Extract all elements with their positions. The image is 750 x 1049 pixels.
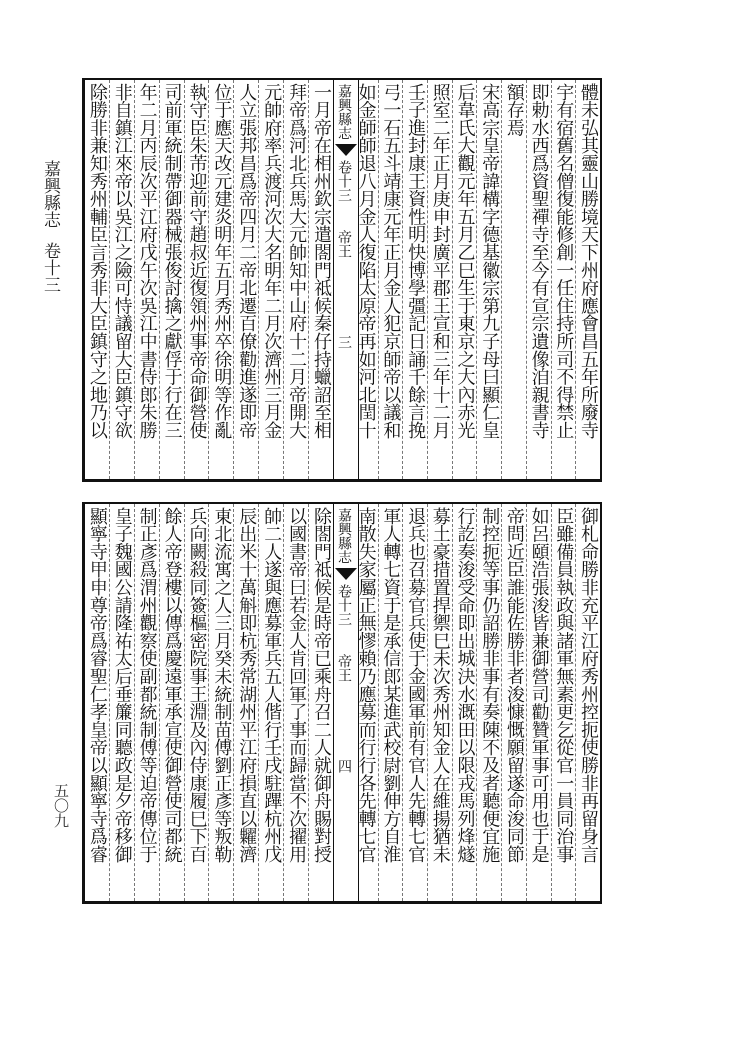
text-column: 制正彥爲渭州觀察使副都統制傅等迫帝傳位于 bbox=[134, 504, 159, 901]
page-number: 五〇九 bbox=[52, 783, 70, 828]
text-column: 御札命勝非充平江府秀州控扼使勝非再留身言 bbox=[575, 504, 600, 901]
text-column: 元帥府率兵渡河次大名明年二月次濟州三月金 bbox=[258, 80, 283, 479]
top-text-block bbox=[82, 78, 602, 482]
text-column: 皇子魏國公請隆祐太后垂簾同聽政是夕帝移御 bbox=[109, 504, 134, 901]
text-column: 司前軍統制帶御器械張俊討擒之獻俘于行在三 bbox=[159, 80, 184, 479]
gutter-title: 嘉興縣志 bbox=[336, 84, 352, 140]
text-column: 如呂頤浩張浚皆兼御營司勸贊軍事可用也于是 bbox=[526, 504, 551, 901]
center-gutter bbox=[333, 504, 359, 901]
text-column: 顯寧寺甲申尊帝爲睿聖仁孝皇帝以顯寧寺爲睿 bbox=[86, 507, 108, 864]
text-column: 以國書帝曰若金人肯回軍了事而歸當不次擢用 bbox=[283, 504, 308, 901]
text-column: 帥二人遂與應募軍兵五人偕行壬戌駐蹕杭州戊 bbox=[258, 504, 283, 901]
gutter-leaf: 四 bbox=[336, 759, 352, 773]
gutter-section: 帝王 bbox=[336, 654, 352, 682]
text-column: 即勅水西爲資聖禪寺至今有宣宗遺像洎親書寺 bbox=[526, 80, 551, 479]
text-column: 非自鎮江來帝以吳江之險可恃議留大臣鎮守欲 bbox=[109, 80, 134, 479]
text-column: 宋高宗皇帝諱構字德基徽宗第九子母曰顯仁皇 bbox=[476, 80, 501, 479]
text-column: 除勝非兼知秀州輔臣言秀非大臣鎮守之地乃以 bbox=[86, 83, 108, 440]
gutter-leaf: 三 bbox=[336, 335, 352, 349]
right-leaf bbox=[354, 504, 600, 901]
text-column: 一月帝在相州欽宗遣閤門祗候秦仔持蠟詔至相 bbox=[308, 80, 333, 479]
text-column: 位于應天改元建炎明年五月秀州卒徐明等作亂 bbox=[208, 80, 233, 479]
text-column: 退兵也召募官兵使于金國軍前有官人先轉七官 bbox=[402, 504, 427, 901]
left-leaf bbox=[85, 504, 333, 901]
left-leaf bbox=[85, 80, 333, 479]
margin-book-title: 嘉興縣志 bbox=[40, 160, 60, 228]
text-column: 宇有宿舊名僧復能修創一任住持所司不得禁止 bbox=[551, 80, 576, 479]
bottom-text-block bbox=[82, 502, 602, 904]
text-column: 年二月丙辰次平江府戊午次吳江中書侍郎朱勝 bbox=[134, 80, 159, 479]
center-gutter bbox=[333, 80, 359, 479]
text-column: 執守臣朱芾迎前守趙叔近復領州事帝命御營使 bbox=[184, 80, 209, 479]
text-column: 辰出米十萬斛即杭秀常湖州平江府損直以糶濟 bbox=[233, 504, 258, 901]
text-column: 后韋氏大觀元年五月乙巳生于東京之大內赤光 bbox=[452, 80, 477, 479]
text-column: 募土豪措置捍禦巳未次秀州知金人在維揚猶未 bbox=[427, 504, 452, 901]
text-column: 拜帝爲河北兵馬大元帥知中山府十二月帝開大 bbox=[283, 80, 308, 479]
gutter-volume: 卷十三 bbox=[336, 584, 352, 626]
text-column: 行訖奏浚受命即出城決水溉田以限戎馬列烽燧 bbox=[452, 504, 477, 901]
text-column: 照室二年正月庚申封廣平郡王宣和三年十二月 bbox=[427, 80, 452, 479]
fishtail-mark-icon bbox=[335, 568, 357, 580]
gutter-title: 嘉興縣志 bbox=[336, 508, 352, 564]
text-column: 帝問近臣誰能佐勝非者浚慷慨願留遂命浚同節 bbox=[501, 504, 526, 901]
text-column: 弓一石五斗靖康元年正月金人犯京師帝以議和 bbox=[378, 80, 403, 479]
right-leaf bbox=[354, 80, 600, 479]
text-column: 壬子進封康王資性明快博學彊記日誦千餘言挽 bbox=[402, 80, 427, 479]
text-column: 兵向闕殺同簽樞密院事王淵及內侍康履巳下百 bbox=[184, 504, 209, 901]
text-column: 餘人帝登樓以傳爲慶遠軍承宣使御營使司都統 bbox=[159, 504, 184, 901]
margin-volume: 卷十三 bbox=[40, 242, 60, 293]
fishtail-mark-icon bbox=[335, 144, 357, 156]
text-column: 額存焉 bbox=[501, 80, 526, 479]
text-column: 體未弘其靈山勝境天下州府應會昌五年所廢寺 bbox=[575, 80, 600, 479]
gutter-section: 帝王 bbox=[336, 230, 352, 258]
text-column: 南散失家屬正無憀賴乃應募而行行各先轉七官 bbox=[355, 507, 377, 864]
text-column: 如金師師退八月金人復陷太原帝再如河北閏十 bbox=[355, 83, 377, 440]
text-column: 東北流寓之人三月癸未統制苗傅劉正彥等叛勒 bbox=[208, 504, 233, 901]
text-column: 人立張邦昌爲帝四月二帝北遷百僚勸進遂即帝 bbox=[233, 80, 258, 479]
gutter-volume: 卷十三 bbox=[336, 160, 352, 202]
text-column: 制控扼等事仍詔勝非事有奏陳不及者聽便宜施 bbox=[476, 504, 501, 901]
text-column: 軍人轉七資于是承信郎某進武校尉劉伸方自淮 bbox=[378, 504, 403, 901]
text-column: 臣雖備員執政與諸軍無素更乞從官一員同治事 bbox=[551, 504, 576, 901]
text-column: 除閤門祗候是時帝已乘舟召二人就御舟賜對授 bbox=[308, 504, 333, 901]
